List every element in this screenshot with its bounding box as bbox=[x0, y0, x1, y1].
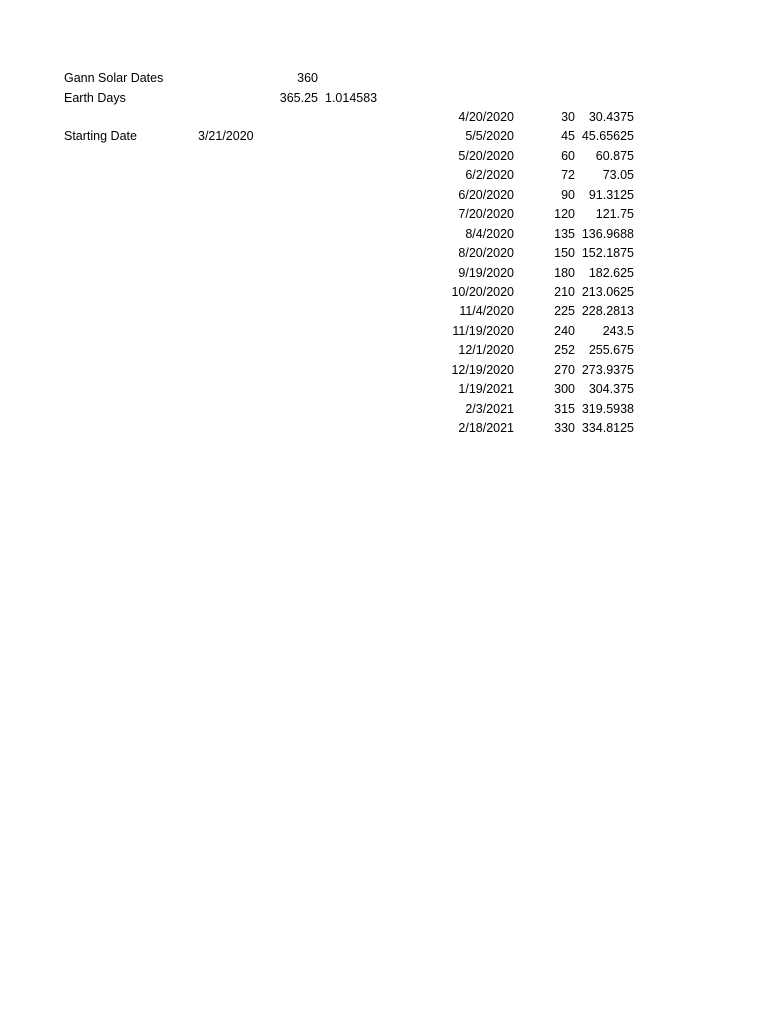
earth-days-cell: 213.0625 bbox=[581, 284, 634, 299]
earth-days-cell: 45.65625 bbox=[581, 129, 634, 144]
gann-solar-dates-value: 360 bbox=[297, 71, 318, 85]
date-cell: 4/20/2020 bbox=[458, 110, 514, 124]
date-cell: 5/5/2020 bbox=[465, 129, 514, 144]
degrees-cell: 90 bbox=[561, 187, 575, 202]
earth-days-cell: 91.3125 bbox=[588, 187, 634, 202]
table-row bbox=[0, 283, 768, 302]
table-row bbox=[0, 341, 768, 360]
earth-days-cell: 228.2813 bbox=[581, 304, 634, 319]
starting-date-label: Starting Date bbox=[64, 129, 137, 143]
degrees-cell: 150 bbox=[554, 246, 575, 261]
date-cell: 6/20/2020 bbox=[458, 187, 514, 202]
earth-days-cell: 182.625 bbox=[588, 265, 634, 280]
degrees-cell: 60 bbox=[561, 148, 575, 163]
earth-days-cell: 30.4375 bbox=[588, 110, 634, 124]
earth-days-ratio: 1.014583 bbox=[325, 91, 378, 105]
earth-days-cell: 136.9688 bbox=[581, 226, 634, 241]
earth-days-cell: 304.375 bbox=[588, 382, 634, 397]
table-row bbox=[0, 419, 768, 438]
degrees-cell: 315 bbox=[554, 401, 575, 416]
date-cell: 5/20/2020 bbox=[458, 148, 514, 163]
earth-days-cell: 121.75 bbox=[595, 207, 634, 222]
earth-days-cell: 60.875 bbox=[595, 148, 634, 163]
degrees-cell: 45 bbox=[561, 129, 575, 144]
date-cell: 1/19/2021 bbox=[458, 382, 514, 397]
degrees-cell: 300 bbox=[554, 382, 575, 397]
degrees-cell: 252 bbox=[554, 343, 575, 358]
earth-days-value: 365.25 bbox=[279, 91, 318, 105]
date-cell: 9/19/2020 bbox=[458, 265, 514, 280]
degrees-cell: 270 bbox=[554, 362, 575, 377]
earth-days-cell: 334.8125 bbox=[581, 421, 634, 435]
degrees-cell: 30 bbox=[561, 110, 575, 124]
earth-days-cell: 243.5 bbox=[602, 323, 634, 338]
degrees-cell: 72 bbox=[561, 168, 575, 183]
table-row bbox=[0, 380, 768, 399]
date-cell: 12/19/2020 bbox=[451, 362, 514, 377]
starting-date-value: 3/21/2020 bbox=[198, 129, 254, 143]
table-row bbox=[0, 147, 768, 166]
earth-days-cell: 73.05 bbox=[602, 168, 634, 183]
date-cell: 8/4/2020 bbox=[465, 226, 514, 241]
table-row bbox=[0, 302, 768, 321]
earth-days-cell: 152.1875 bbox=[581, 246, 634, 261]
solar-dates-table bbox=[0, 108, 768, 438]
degrees-cell: 330 bbox=[554, 421, 575, 435]
degrees-cell: 135 bbox=[554, 226, 575, 241]
degrees-cell: 210 bbox=[554, 284, 575, 299]
table-row bbox=[0, 186, 768, 205]
degrees-cell: 180 bbox=[554, 265, 575, 280]
date-cell: 10/20/2020 bbox=[451, 284, 514, 299]
degrees-cell: 225 bbox=[554, 304, 575, 319]
degrees-cell: 240 bbox=[554, 323, 575, 338]
table-row bbox=[0, 361, 768, 380]
table-row bbox=[0, 127, 768, 146]
table-row bbox=[0, 400, 768, 419]
date-cell: 12/1/2020 bbox=[458, 343, 514, 358]
earth-days-cell: 273.9375 bbox=[581, 362, 634, 377]
date-cell: 8/20/2020 bbox=[458, 246, 514, 261]
degrees-cell: 120 bbox=[554, 207, 575, 222]
table-row bbox=[0, 205, 768, 224]
earth-days-label: Earth Days bbox=[64, 91, 126, 105]
earth-days-cell: 255.675 bbox=[588, 343, 634, 358]
table-row bbox=[0, 322, 768, 341]
date-cell: 11/4/2020 bbox=[459, 304, 514, 319]
date-cell: 7/20/2020 bbox=[458, 207, 514, 222]
date-cell: 2/3/2021 bbox=[465, 401, 514, 416]
gann-solar-dates-label: Gann Solar Dates bbox=[64, 71, 164, 85]
date-cell: 2/18/2021 bbox=[458, 421, 514, 435]
table-row bbox=[0, 108, 768, 127]
date-cell: 6/2/2020 bbox=[465, 168, 514, 183]
table-row bbox=[0, 264, 768, 283]
date-cell: 11/19/2020 bbox=[452, 323, 514, 338]
table-row bbox=[0, 244, 768, 263]
table-row bbox=[0, 225, 768, 244]
earth-days-cell: 319.5938 bbox=[581, 401, 634, 416]
table-row bbox=[0, 166, 768, 185]
